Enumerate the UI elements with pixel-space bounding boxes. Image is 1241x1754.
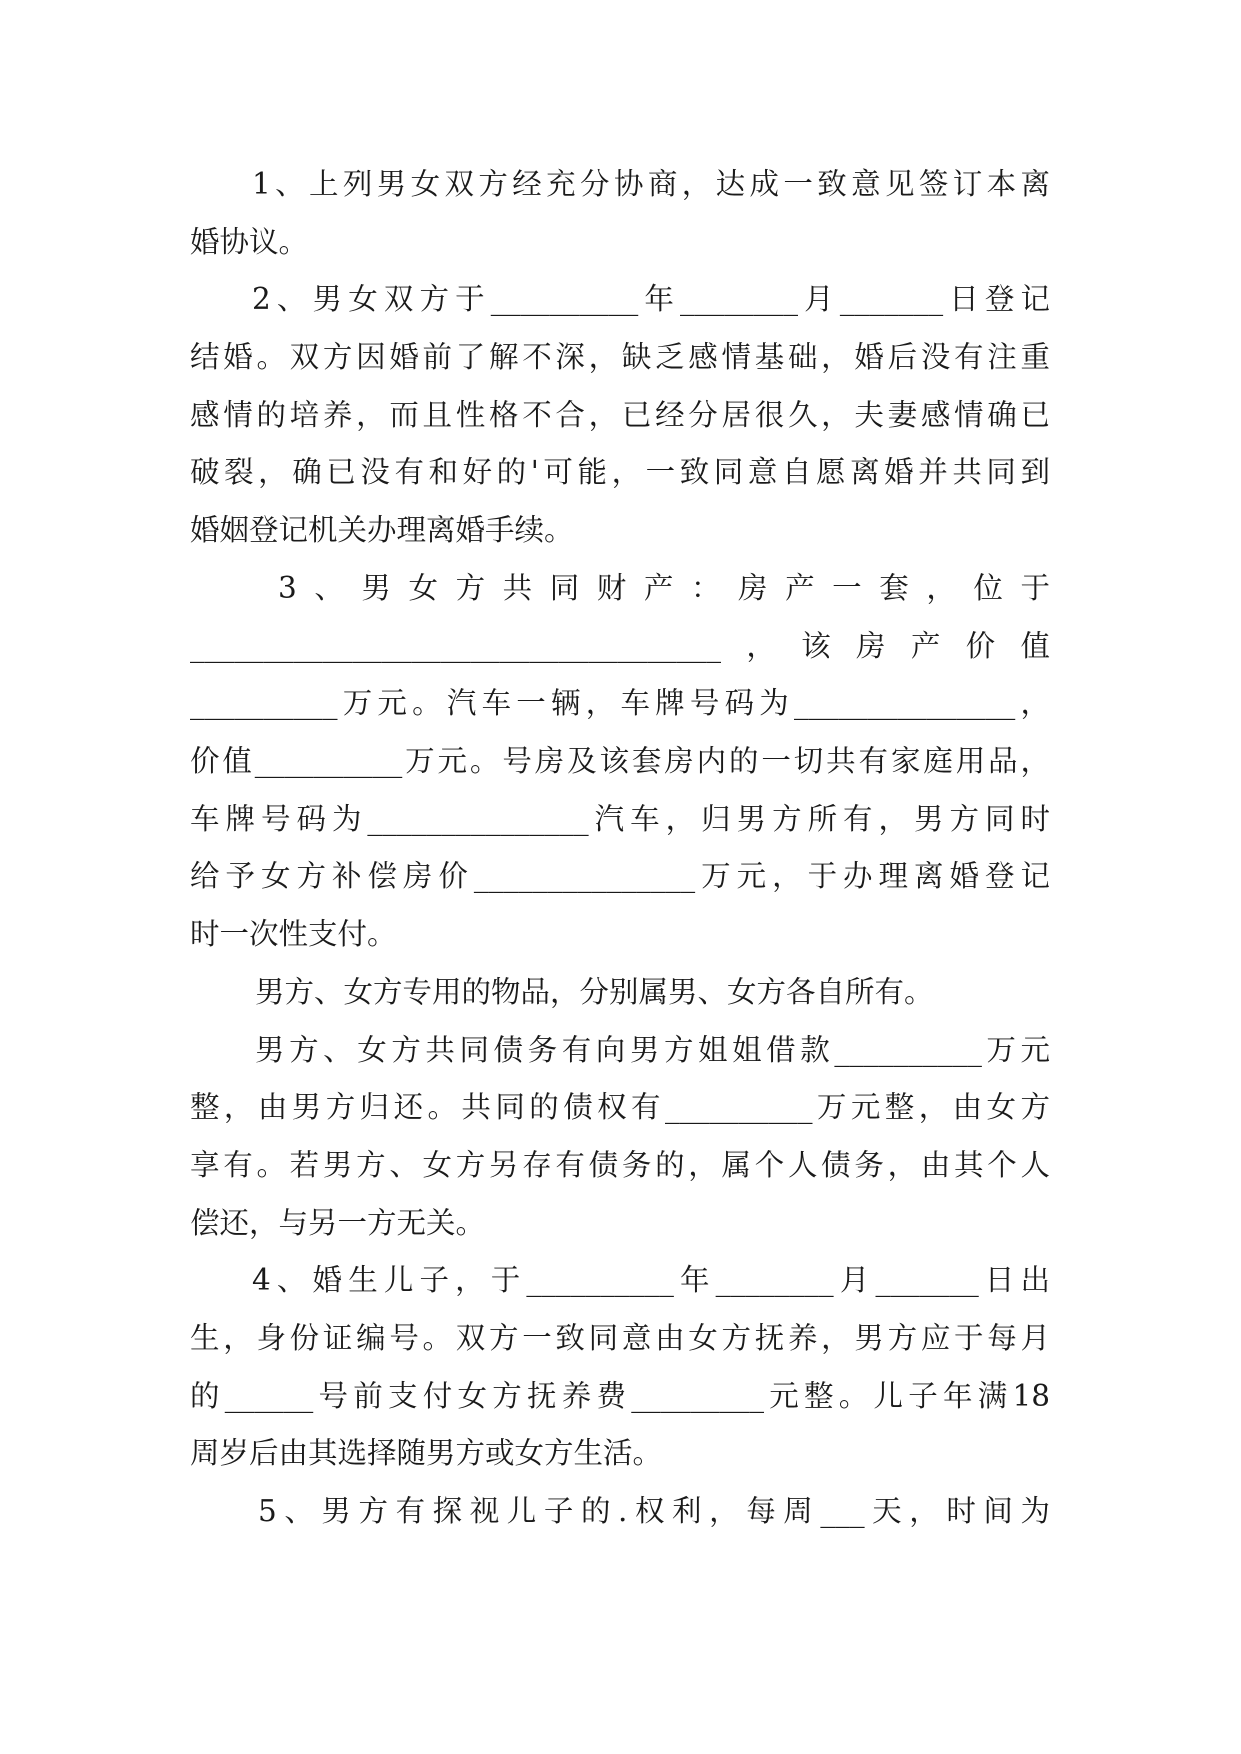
text-line: 婚姻登记机关办理离婚手续。 (190, 513, 574, 547)
text-line: 结婚。双方因婚前了解不深，缺乏感情基础，婚后没有注重 (190, 340, 1050, 374)
text-line: __________万元。汽车一辆，车牌号码为_______________， (190, 686, 1050, 720)
text-line: 感情的培养，而且性格不合，已经分居很久，夫妻感情确已 (190, 398, 1050, 432)
text-line: 时一次性支付。 (190, 917, 397, 951)
text-line: 车牌号码为_______________汽车，归男方所有，男方同时 (190, 802, 1050, 836)
text-line: 2、男女双方于__________年________月_______日登记 (252, 282, 1050, 316)
text-line: 生，身份证编号。双方一致同意由女方抚养，男方应于每月 (190, 1321, 1050, 1355)
text-line: 价值__________万元。号房及该套房内的一切共有家庭用品， (190, 744, 1050, 778)
text-line: 破裂，确已没有和好的'可能，一致同意自愿离婚并共同到 (190, 455, 1050, 489)
text-line: ____________________________________，该房产价值 (190, 629, 1050, 663)
text-line: 周岁后由其选择随男方或女方生活。 (190, 1436, 663, 1470)
text-line: 男方、女方共同债务有向男方姐姐借款__________万元 (255, 1033, 1050, 1067)
text-line: 5、男方有探视儿子的.权利，每周___天，时间为 (258, 1494, 1050, 1528)
text-line: 给予女方补偿房价_______________万元，于办理离婚登记 (190, 859, 1050, 893)
text-line: 3、男女方共同财产：房产一套，位于 (278, 571, 1050, 605)
text-line: 男方、女方专用的物品，分别属男、女方各自所有。 (255, 975, 934, 1009)
text-line: 享有。若男方、女方另存有债务的，属个人债务，由其个人 (190, 1148, 1050, 1182)
text-line: 偿还，与另一方无关。 (190, 1206, 486, 1240)
text-line: 婚协议。 (190, 225, 309, 259)
text-line: 的______号前支付女方抚养费_________元整。儿子年满18 (190, 1379, 1050, 1413)
text-line: 整，由男方归还。共同的债权有__________万元整，由女方 (190, 1090, 1050, 1124)
text-line: 4、婚生儿子，于__________年________月_______日出 (252, 1263, 1050, 1297)
text-line: 1、上列男女双方经充分协商，达成一致意见签订本离 (252, 167, 1050, 201)
